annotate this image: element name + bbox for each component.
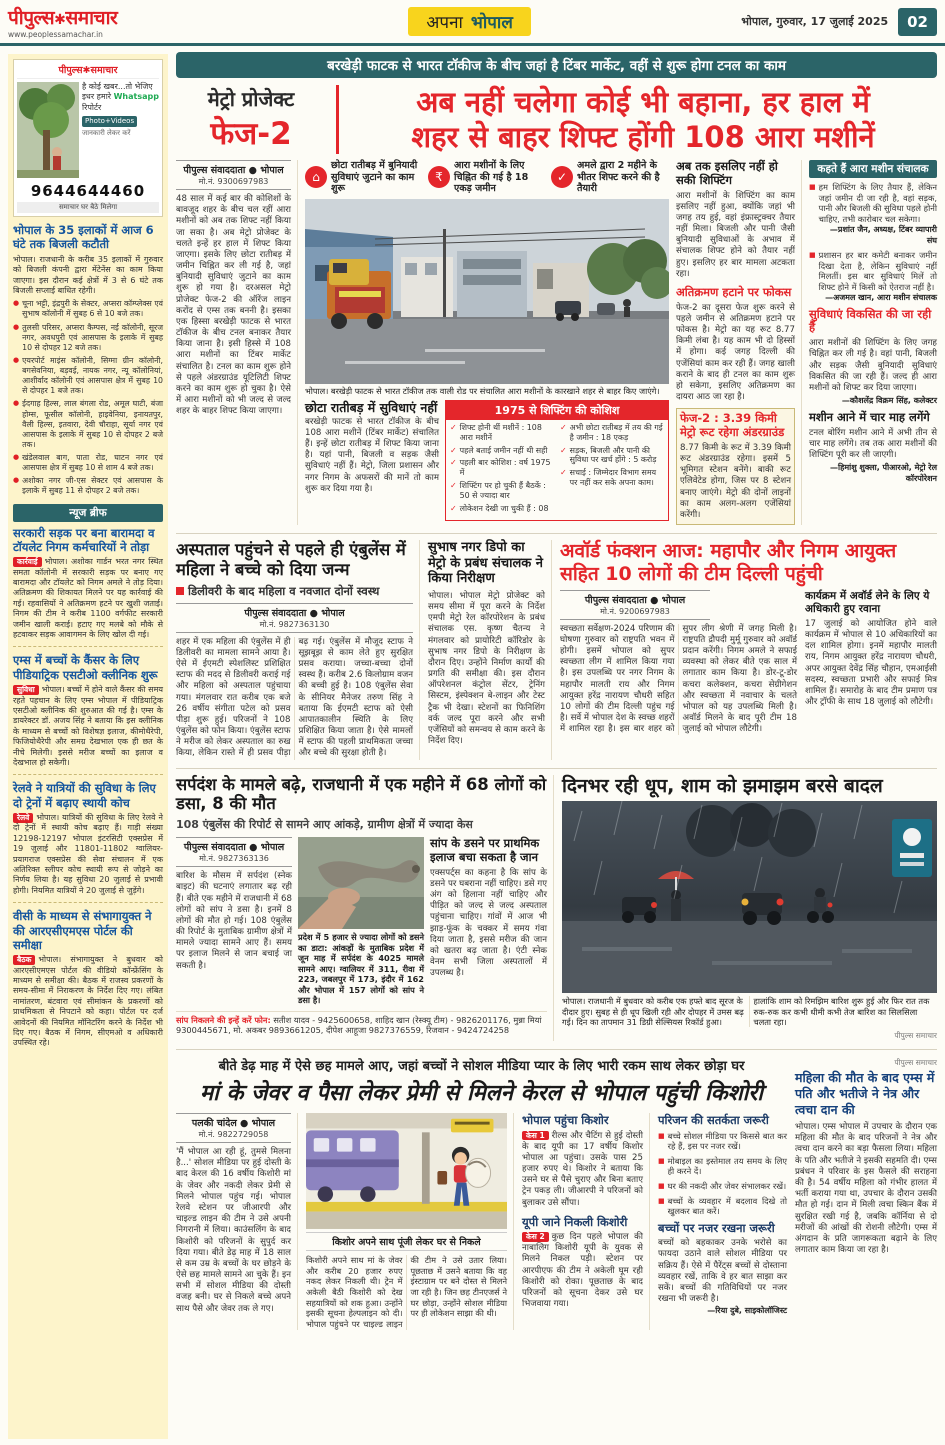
award-aside-body: 17 जुलाई को आयोजित होने वाले कार्यक्रम में भोपाल से 10 अधिकारियों का दल शामिल होगा। इनमें महापौर मालती राय, निगम आयुक्त हरेंद्र नारायण चौधरी, अपर आयुक्त देवेंद्र सिंह चौहान, एमआईसी सदस्य, स्वच्छता प्रभारी और सफाई मित्र शामिल हैं। समारोह के बाद टीम प्रमाण पत्र और ट्रॉफी के साथ 18 जुलाई को लौटेगी। (805, 618, 937, 708)
organ-donation-article (795, 1056, 937, 1330)
byline (176, 837, 292, 867)
photo-caption: भोपाल। बरखेड़ी फाटक से भारत टॉकीज तक वाली रोड पर संचालित आरा मशीनों के कारखाने शहर से बाहर किए जाएंगे। (305, 385, 660, 396)
headline-line-1: अब नहीं चलेगा कोई भी बहाना, हर हाल में (416, 85, 870, 120)
quote-name: —अजमल खान, आरा मशीन संचालक (825, 293, 937, 303)
whatsapp-promo-card (13, 59, 163, 217)
promo-footer: समाचार घर बैठे मिलेगा (17, 202, 159, 213)
snakebite-headline: सर्पदंश के मामले बढ़े, राजधानी में एक महीने में 68 लोगों को डसा, 8 की मौत (176, 774, 547, 814)
checklist-item: ✓ सड़क, बिजली और पानी की सुविधा पर खर्च होंगे : 5 करोड़ (560, 445, 657, 465)
advice-item: ■ घर की नकदी और जेवर संभालकर रखें। (658, 1180, 787, 1191)
lead-column-4 (676, 160, 802, 525)
advice-item: ■ बच्चे सोशल मीडिया पर किससे बात कर रहे हैं, इस पर नजर रखें। (658, 1130, 787, 1152)
shifting-list-left (450, 423, 554, 517)
metro-pro-name: —हिमांशु शुक्ला, पीआरओ, मेट्रो रेल कॉरपोरेशन (830, 463, 937, 484)
bottom-kicker: बीते डेढ़ माह में ऐसे छह मामले आए, जहां बच्चों ने सोशल मीडिया प्यार के लिए भारी रकम साथ लेकर छोड़ा घर (218, 1059, 745, 1075)
timber-market-street-photo (305, 199, 669, 384)
powercut-item: ● अशोका नगर जी-एस सेक्टर एवं आसपास के इलाके में सुबह 11 से दोपहर 2 बजे तक। (13, 476, 163, 496)
operator-quote: ■ हम शिफ्टिंग के लिए तैयार हैं, लेकिन जहां जमीन दी जा रही है, वहां सड़क, पानी और बिजली की सुविधा पहले होनी चाहिए, तभी कारोबार चल सकेगा। —प्रशांत जैन, अध्यक्ष, टिंबर व्यापारी संघ (809, 182, 937, 245)
sub-article-ratibad (305, 400, 439, 521)
byline (176, 603, 413, 633)
snakebite-subhead: 108 एंबुलेंस की रिपोर्ट से सामने आए आंकड़े, ग्रामीण क्षेत्रों में ज्यादा केस (176, 818, 473, 832)
left-sidebar (8, 54, 168, 1439)
organ-headline: महिला की मौत के बाद एम्स में पति और भतीजे ने नेत्र और त्वचा दान की (795, 1070, 935, 1118)
operators-say-band: कहते हैं आरा मशीन संचालक (809, 160, 937, 178)
middle-band (176, 533, 937, 759)
ambulance-body: शहर में एक महिला की एंबुलेंस में ही डिलीवरी का मामला सामने आया है। ऐसे में ईएमटी स्पेशलिस्ट प्रशिक्षित स्टाफ की मदद से डिलीवरी कराई गई और महिला को अस्पताल पहुंचाया गया। मंगलवार रात करीब एक बजे 26 वर्षीय संगीता पटेल को प्रसव पीड़ा शुरू हुई। परिजनों ने 108 एंबुलेंस को फोन किया। एंबुलेंस स्टाफ ने मरीज को लेकर अस्पताल का रुख किया, लेकिन रास्ते में ही प्रसव पीड़ा बढ़ गई। एंबुलेंस में मौजूद स्टाफ ने सूझबूझ से काम लेते हुए सुरक्षित प्रसव कराया। जच्चा-बच्चा दोनों स्वस्थ हैं। करीब 2.6 किलोग्राम वजन की बच्ची हुई है। 108 एंबुलेंस सेवा के सीनियर मैनेजर तरुण सिंह ने बताया कि ईएमटी स्टाफ को ऐसी आपातकालीन स्थिति के लिए प्रशिक्षित किया जाता है। ऐसे मामलों में स्टाफ की पहली प्राथमिकता जच्चा और बच्चे की सुरक्षा होती है। (176, 636, 413, 759)
weather-article (562, 775, 937, 1042)
award-aside-head: कार्यक्रम में अवॉर्ड लेने के लिए ये अधिकारी हुए रवाना (805, 589, 930, 615)
home-icon: ⌂ (305, 166, 327, 188)
lead-story-grid (176, 160, 937, 525)
byline-phone: मो.नं. 9300697983 (198, 177, 269, 186)
award-body: स्वच्छता सर्वेक्षण-2024 परिणाम की घोषणा गुरुवार को राष्ट्रपति भवन में होगी। इसमें भोपाल को सुपर स्वच्छता लीग में शामिल किया गया है। इस उपलब्धि पर नगर निगम के महापौर मालती राय और निगम आयुक्त हरेंद्र नारायण चौधरी सहित 10 लोगों की टीम दिल्ली पहुंच गई है। सर्वे में भोपाल देश के स्वच्छ शहरों में शामिल रहा है। इस बार शहर को सुपर लीग श्रेणी में जगह मिली है। राष्ट्रपति द्रौपदी मुर्मू गुरुवार को अवॉर्ड प्रदान करेंगी। निगम अमले ने सफाई व्यवस्था को लेकर बीते एक साल में लगातार काम किया है। डोर-टू-डोर कचरा कलेक्शन, कचरा सेग्रीगेशन और स्वच्छता में नवाचार के चलते भोपाल को यह उपलब्धि मिली है। अवॉर्ड मिलने के बाद पूरी टीम 18 जुलाई को भोपाल लौटेगी। (560, 623, 797, 735)
lower-band (176, 768, 937, 1042)
case2-body: केस 2 कुछ दिन पहले भोपाल की नाबालिग किशोरी यूपी के युवक से मिलने निकल पड़ी। स्टेशन पर आरपीएफ की टीम ने अकेली घूम रही किशोरी को रोका। पूछताछ के बाद परिजनों को सूचना देकर उसे घर भिजवाया गया। (522, 1232, 643, 1310)
square-bullet-icon: ■ (658, 1156, 665, 1165)
dateline: भोपाल, गुरुवार, 17 जुलाई 2025 (741, 15, 889, 28)
edition-word-2: भोपाल (470, 13, 513, 33)
newspaper-logo (8, 4, 198, 39)
bottom-col1 (176, 1113, 298, 1330)
divider (13, 774, 163, 775)
weather-headline: दिनभर रही धूप, शाम को झमाझम बरसे बादल (562, 774, 883, 797)
lead-column-1 (176, 160, 298, 525)
promo-text (82, 82, 159, 178)
lead-blurbs (305, 160, 669, 195)
promo-info: जानकारी लेकर करें (82, 129, 131, 138)
machine-delay-body: टनल बोरिंग मशीन आने में अभी तीन से चार माह लगेंगे। तब तक आरा मशीनों की शिफ्टिंग पूरी कर ली जाएगी। (809, 427, 937, 461)
article-credit: पीपुल्स समाचार (894, 1058, 937, 1068)
edition-word-1: अपना (426, 13, 463, 33)
page-number: 02 (898, 8, 937, 36)
blurb-1 (305, 160, 423, 195)
case1-body: केस 1 रील्स और चैटिंग से हुई दोस्ती के बाद यूपी का 17 वर्षीय किशोर भोपाल आ पहुंचा। उसके पास 25 हजार रुपए थे। किशोर ने बताया कि उसने घर से पैसे चुराए और बिना बताए ट्रेन पकड़ ली। जीआरपी ने परिजनों को बुलाकर उसे सौंपा। (522, 1130, 643, 1208)
brief-headline: रेलवे ने यात्रियों की सुविधा के लिए दो ट्रेनों में बढ़ाए स्थायी कोच (13, 781, 156, 810)
brief-body: कार्रवाई भोपाल। अशोका गार्डन भरत नगर स्थित समता कॉलोनी में सरकारी सड़क पर बनाए गए बारामदा और टॉयलेट को निगम अमले ने तोड़ दिया। अतिक्रमण की शिकायत मिलने पर यह कार्रवाई की गई। रहवासियों ने अतिक्रमण हटने पर खुशी जताई। निगम की टीम ने करीब 1100 वर्गफीट सरकारी जमीन खाली कराई। हटाए गए मलबे को मौके से हटवाकर सड़क आवागमन के लिए खोल दी गई। (13, 557, 163, 640)
award-aside (805, 590, 937, 736)
first-aid-head: सांप के डसने पर प्राथमिक इलाज बचा सकता है जान (430, 836, 540, 864)
byline (560, 590, 710, 620)
runaway-teens-story (176, 1056, 787, 1330)
machine-delay-head: मशीन आने में चार माह लगेंगे (809, 410, 930, 425)
promo-logo: पीपुल्स✱समाचार (17, 63, 159, 79)
check-icon: ✓ (560, 422, 567, 432)
square-bullet-icon: ■ (658, 1196, 665, 1205)
blurb-text: छोटा रातीबड़ में बुनियादी सुविधाएं जुटाने का काम शुरू (331, 160, 418, 194)
facilities-head: सुविधाएं विकसित की जा रही हैं (809, 306, 932, 335)
why-not-shifted-head: अब तक इसलिए नहीं हो सकी शिफ्टिंग (676, 159, 778, 187)
rupee-icon: ₹ (428, 166, 450, 188)
bottom-col3 (522, 1113, 650, 1330)
bottom-col2-body: किशोरी अपने साथ मां के जेवर और करीब 20 हजार रुपए नकद लेकर निकली थी। ट्रेन में अकेली बैठी किशोरी को देख सहयात्रियों को शक हुआ। उन्होंने इसकी सूचना हेल्पलाइन को दी। भोपाल पहुंचने पर चाइल्ड लाइन की टीम ने उसे उतार लिया। पूछताछ में उसने बताया कि वह इंस्टाग्राम पर बने दोस्त से मिलने जा रही है। जिन छह टीनएजर्स ने घर छोड़ा, उन्होंने सोशल मीडिया पर ही लोकेशन साझा की थी। (306, 1255, 507, 1330)
check-icon: ✓ (450, 481, 457, 491)
powercut-item: ● तुलसी परिसर, अप्सरा कैम्पस, नई कॉलोनी, सूरज नगर, अवधपुरी एवं आसपास के इलाके में सुबह 10 से दोपहर 12 बजे तक। (13, 322, 163, 352)
brief-body: रेलवे भोपाल। यात्रियों की सुविधा के लिए रेलवे ने दो ट्रेनों में स्थायी कोच बढ़ाए हैं। गाड़ी संख्या 12198-12197 भोपाल इंटरसिटी एक्सप्रेस में 19 जुलाई और 11801-11802 ग्वालियर-प्रयागराज एक्सप्रेस की सेवा संचालन में एक अतिरिक्त स्लीपर कोच स्थायी रूप से जोड़ने का निर्णय लिया है। यह सुविधा 20 जुलाई से प्रभावी होगी। नियमित यात्रियों ने 20 जुलाई से जुड़ेंगे। (13, 813, 163, 895)
lead-headline-block (176, 85, 937, 154)
byline (176, 160, 291, 190)
rain-photo (562, 801, 937, 993)
snakebite-data-block: प्रदेश में 5 हजार से ज्यादा लोगों को डसने का डाटा: आंकड़ों के मुताबिक प्रदेश में जून माह में सर्पदंश के 4025 मामले सामने आए। ग्वालियर में 311, रीवा में 223, जबलपुर में 173, इंदौर में 162 और भोपाल में 157 लोगों को सांप ने डसा है। (298, 932, 424, 1006)
lead-headline (349, 85, 937, 153)
news-brief-1 (13, 526, 163, 641)
masthead-center (198, 7, 741, 36)
metro-depot-article (428, 540, 552, 759)
edition-badge (408, 7, 530, 36)
square-bullet-icon: ■ (809, 250, 816, 259)
lead-column-5 (809, 160, 937, 525)
award-headline: अवॉर्ड फंक्शन आज: महापौर और निगम आयुक्त सहित 10 लोगों की टीम दिल्ली पहुंची (560, 540, 897, 585)
powercut-headline: भोपाल के 35 इलाकों में आज 6 घंटे तक बिजली कटौती (13, 223, 154, 252)
checklist-item: ✓ सचाई : जिम्मेदार विभाग समय पर नहीं कर सके अपना काम। (560, 468, 657, 488)
logo-word-1: पीपुल्स (8, 7, 55, 29)
shifting-box-title: 1975 से शिफ्टिंग की कोशिश (446, 401, 668, 420)
bullet-icon: ● (13, 453, 20, 462)
shifting-list-right (560, 423, 664, 517)
contacts-label: सांप निकलने की इन्हें करें फोन: (176, 1014, 271, 1025)
case2-head: यूपी जाने निकली किशोरी (522, 1214, 628, 1229)
byline-phone: मो.नं. 9827363136 (199, 854, 269, 864)
advice-item: ■ बच्चों के व्यवहार में बदलाव दिखे तो खुलकर बात करें। (658, 1195, 787, 1217)
photos-videos-badge: Photo+Videos (82, 116, 137, 127)
byline-phone: मो.नं. 9200697983 (600, 606, 670, 616)
powercut-article (13, 223, 163, 497)
phase2-underground-box (676, 408, 795, 525)
brief-tag: बैठक (13, 955, 35, 965)
headline-line-2: शहर से बाहर शिफ्ट होंगी 108 आरा मशीनें (411, 119, 875, 154)
quote-name: —प्रशांत जैन, अध्यक्ष, टिंबर व्यापारी संघ (829, 225, 937, 245)
shifting-history-box (445, 400, 669, 521)
kicker-line-1: मेट्रो प्रोजेक्ट (207, 87, 295, 111)
first-aid-body: एक्सपर्ट्स का कहना है कि सांप के डसने पर घबराना नहीं चाहिए। डसे गए अंग को हिलाना नहीं चाहिए और पीड़ित को जल्द से जल्द अस्पताल पहुंचाना चाहिए। गांवों में आज भी झाड़-फूंक के चक्कर में समय गंवा दिया जाता है, इससे मरीज की जान को खतरा बढ़ जाता है। एंटी स्नेक वेनम सभी जिला अस्पतालों में उपलब्ध है। (430, 867, 547, 979)
news-brief-3 (13, 781, 163, 896)
news-brief-4 (13, 909, 163, 1049)
bullet-icon: ● (13, 299, 20, 308)
phase2-box-body: 8.77 किमी के रूट में 3.39 किमी रूट अंडरग्राउंड रहेगा। इसमें 5 भूमिगत स्टेशन बनेंगे। बाकी रूट एलिवेटेड होगा, जिस पर 8 स्टेशन बनाए जाएंगे। मेट्रो की दोनों लाइनों का काम अलग-अलग एजेंसियां करेंगी। (680, 442, 791, 520)
organ-body: भोपाल। एम्स भोपाल में उपचार के दौरान एक महिला की मौत के बाद परिजनों ने नेत्र और त्वचा दान करने का बड़ा फैसला लिया। महिला के पति और भतीजे ने इसकी सहमति दी। एम्स प्रबंधन ने परिवार के इस फैसले की सराहना की है। 54 वर्षीय महिला को गंभीर हालत में भर्ती कराया गया था, उपचार के दौरान उसकी मौत हो गई। दान में मिली त्वचा स्किन बैंक में सुरक्षित रखी गई है, जबकि कॉर्निया से दो मरीजों की आंखों की रोशनी लौटेगी। एम्स में अंगदान के प्रति जागरूकता बढ़ाने के लिए लगातार काम किया जा रहा है। (795, 1122, 937, 1256)
case1-head: भोपाल पहुंचा किशोर (522, 1113, 609, 1128)
promo-phone-number: 9644644460 (30, 182, 146, 200)
website-url: www.peoplessamachar.in (8, 30, 103, 39)
masthead-right (741, 8, 937, 36)
byline (176, 1113, 291, 1143)
snake-photo (298, 837, 424, 929)
checklist-item: ✓ शिफ्ट होनी थीं मशीनें : 108 आरा मशीनें (450, 422, 542, 442)
sub-article-headline: छोटा रातीबड़ में सुविधाएं नहीं (305, 399, 438, 415)
square-bullet-icon: ■ (658, 1181, 665, 1190)
check-icon: ✓ (560, 468, 567, 478)
expert-quote-body: बच्चों को बहकाकर उनके भरोसे का फायदा उठाने वाले सोशल मीडिया पर सक्रिय हैं। ऐसे में पैरेंट्स बच्चों से दोस्ताना व्यवहार रखें, ताकि वे हर बात साझा कर सकें। बच्चों की गतिविधियों पर नजर रखना भी जरूरी है। (658, 1238, 787, 1305)
photo-credit: पीपुल्स समाचार (894, 1031, 937, 1041)
depot-body: भोपाल। भोपाल मेट्रो प्रोजेक्ट को समय सीमा में पूरा करने के निर्देश एमपी मेट्रो रेल कॉरपोरेशन के प्रबंध संचालक एस. कृष्ण चैतन्य ने मंगलवार को प्रायोरिटी कॉरिडोर के सुभाष नगर डिपो के निरीक्षण के दौरान दिए। उन्होंने निर्माण कार्यों की प्रगति की समीक्षा की। इस दौरान ऑपरेशनल कंट्रोल सेंटर, ट्रेनिंग सिस्टम, इंस्पेक्शन बे-लाइन और टेस्ट ट्रैक भी देखा। स्टेशनों का फिनिशिंग वर्क जल्द पूरा करने और सभी एजेंसियों को समन्वय से काम करने के निर्देश दिए। (428, 590, 545, 747)
bullet-icon: ● (13, 476, 20, 485)
byline-phone: मो.नं. 9827363130 (259, 619, 330, 629)
powercut-item: ● ईदगाह हिल्स, लाल बंगला रोड, अमूल घाटी, बंजा होम्स, फूसील कॉलोनी, हाइवेनिया, इनायतपुर, वैली हिल्स, इतवारा, देवी चौराहा, सूर्या नगर एवं आसपास के इलाके में सुबह 10 से दोपहर 2 बजे तक। (13, 399, 163, 449)
divider (13, 646, 163, 647)
powercut-item: ● खंडेलवाल बाग, पाता रोड, घाटन नगर एवं आसपास क्षेत्र में सुबह 10 से शाम 4 बजे तक। (13, 453, 163, 473)
logo-text (8, 4, 198, 30)
ambulance-article (176, 540, 420, 759)
bottom-band (176, 1049, 937, 1330)
check-icon: ✓ (551, 166, 573, 188)
depot-headline: सुभाष नगर डिपो का मेट्रो के प्रबंध संचालक ने किया निरीक्षण (428, 540, 544, 587)
bottom-col1-body: 'मैं भोपाल आ रही हूं, तुमसे मिलना है...' सोशल मीडिया पर हुई दोस्ती के बाद केरल की 16 वर्षीय किशोरी मां के जेवर और नकदी लेकर प्रेमी से मिलने भोपाल पहुंच गई। भोपाल रेलवे स्टेशन पर जीआरपी और चाइल्ड लाइन की टीम ने उसे अपनी निगरानी में लिया। काउंसलिंग के बाद किशोरी को परिजनों के सुपुर्द कर दिया गया। बीते डेढ़ माह में 18 साल से कम उम्र के बच्चों के घर छोड़ने के ऐसे छह मामले सामने आ चुके हैं। इन सभी में सोशल मीडिया की दोस्ती वजह बनी। घर से निकले बच्चे अपने साथ पैसे और जेवर तक ले गए। (176, 1147, 291, 1314)
blurb-text: आरा मशीनों के लिए चिह्नित की गई है 18 एकड़ जमीन (454, 160, 529, 194)
byline-name: पलकी चांदेल ● भोपाल (191, 1118, 276, 1130)
square-bullet-icon: ■ (658, 1131, 665, 1140)
checklist-item: ✓ पहले बताई जमीन नहीं थी सही (450, 445, 548, 455)
checklist-item: ✓ लोकेशन देखी जा चुकी हैं : 08 (450, 503, 549, 513)
bullet-icon: ● (13, 355, 20, 364)
advice-head: परिजन की सतर्कता जरूरी (658, 1113, 769, 1128)
check-icon: ✓ (560, 445, 567, 455)
square-bullet-icon: ■ (809, 183, 816, 191)
brief-tag: कार्रवाई (13, 557, 42, 567)
snakebite-col2 (298, 837, 424, 1006)
railway-station-cartoon (306, 1113, 507, 1229)
byline-name: पीपुल्स संवाददाता ● भोपाल (183, 842, 285, 854)
checklist-item: ✓ शिफ्टिंग पर हो चुकी हैं बैठकें : 50 से ज्यादा बार (450, 481, 546, 500)
byline-name: पीपुल्स संवाददाता ● भोपाल (183, 165, 284, 176)
sub-article-body: बरखेड़ी फाटक से भारत टॉकीज के बीच 108 आरा मशीनें (टिंबर मार्केट) संचालित हैं। इन्हें छोटा रातीबड़ में शिफ्ट किया जाना है। यहां पानी, बिजली व सड़क जैसी सुविधाएं नहीं हैं। मेट्रो, जिला प्रशासन और नगर निगम के अफसरों की मानें तो काम शुरू कर दिया गया है। (305, 416, 439, 494)
byline-name: पीपुल्स संवाददाता ● भोपाल (244, 607, 345, 619)
snake-rescue-contacts: सांप निकलने की इन्हें करें फोन: सतीश यादव - 9425600658, शाहिद खान (रेस्क्यू टीम) - 9826201176, मुन्ना मियां 9300445671, मो. अकबर 9893661205, दीपेश आहूजा 9827376559, रिजवान - 9424724258 (176, 1011, 547, 1036)
logo-star-icon: ✱ (54, 12, 66, 28)
lead-body-text: 48 साल में कई बार की कोशिशों के बावजूद शहर के बीच चल रहीं आरा मशीनों को अब तक शिफ्ट नहीं किया जा सका है। अब मेट्रो प्रोजेक्ट के चलते इन्हें हर हाल में शिफ्ट किया जाएगा। इसके लिए छोटा रातीबड़ में जमीन चिह्नित कर ली गई है, जहां बुनियादी सुविधाएं जुटाने का काम शुरू हो गया है। दरअसल मेट्रो प्रोजेक्ट फेज-2 की ऑरेंज लाइन करोंद से एम्स तक बननी है। इसका एक हिस्सा बरखेड़ी फाटक से भारत टॉकीज के बीच टनल बनाकर तैयार किया जाना है। इसी हिस्से में 108 आरा मशीनों का टिंबर मार्केट संचालित है। टनल का काम शुरू होने से पहले अंडरग्राउंड यूटिलिटी शिफ्ट करने का काम शुरू हो चुका है। ऐसे में आरा मशीनों को भी जल्द से जल्द शहर के बाहर शिफ्ट किया जाएगा। (176, 194, 291, 417)
divider (336, 85, 339, 154)
case1-tag: केस 1 (522, 1131, 549, 1141)
blurb-2 (428, 160, 546, 195)
bullet-icon: ● (13, 322, 20, 331)
facilities-body: आरा मशीनों की शिफ्टिंग के लिए जगह चिह्नित कर ली गई है। वहां पानी, बिजली और सड़क जैसी बुनियादी सुविधाएं विकसित की जा रही हैं। जल्द ही आरा मशीनों को शिफ्ट कर दिया जाएगा। (809, 338, 937, 393)
snakebite-col1 (176, 837, 292, 1006)
expert-name: —रिया दुबे, साइकोलॉजिस्ट (707, 1306, 787, 1316)
cartoon-caption: किशोर अपने साथ पूंजी लेकर घर से निकले (306, 1232, 507, 1251)
encroachment-head: अतिक्रमण हटाने पर फोकस (676, 284, 792, 299)
encroachment-body: फेज-2 का दूसरा फेज शुरू करने से पहले जमीन से अतिक्रमण हटाने पर फोकस है। मेट्रो का यह रूट 8.77 किमी लंबा है। यह काम भी दो हिस्सों में होगा। कई जगह दिल्ली की एजेंसियां काम कर रही हैं। जगह खाली कराने के बाद ही टनल का काम शुरू हो सकेगा, इसलिए अतिक्रमण का दायरा आठ जा रहा है। (676, 302, 795, 403)
logo-word-2: समाचार (65, 7, 118, 29)
top-strip-headline: बरखेड़ी फाटक से भारत टॉकीज के बीच जहां है टिंबर मार्केट, वहीं से शुरू होगा टनल का काम (176, 52, 937, 78)
lead-kicker (176, 85, 326, 154)
powercut-intro: भोपाल। राजधानी के करीब 35 इलाकों में गुरुवार को बिजली कंपनी द्वारा मेंटेनेंस का काम किया जाएगा। इस दौरान कई क्षेत्रों में 3 से 6 घंटे तक बिजली सप्लाई बाधित रहेगी। (13, 254, 163, 295)
check-icon: ✓ (450, 445, 457, 455)
snakebite-article (176, 775, 554, 1042)
check-icon: ✓ (450, 422, 457, 432)
promo-line-2: रिपोर्टर (82, 102, 102, 112)
promo-photo (17, 82, 79, 178)
checklist-item: ✓ अभी छोटा रातीबड़ में तय की गई है जमीन : 18 एकड़ (560, 422, 663, 442)
award-article (560, 540, 937, 759)
kicker-line-2: फेज-2 (210, 116, 292, 152)
snakebite-col3 (430, 837, 547, 1006)
square-bullet-icon (176, 587, 184, 595)
check-icon: ✓ (450, 503, 457, 513)
ambulance-headline: अस्पताल पहुंचने से पहले ही एंबुलेंस में महिला ने बच्चे को दिया जन्म (176, 540, 406, 579)
why-not-shifted-body: आरा मशीनों के शिफ्टिंग का काम इसलिए नहीं हुआ, क्योंकि जहां भी जगह तय हुई, वहां इंफ्रास्ट्रक्चर तैयार नहीं मिला। बिजली और पानी जैसी बुनियादी सुविधाओं के अभाव में संचालक शिफ्ट होने को तैयार नहीं हुए। इसलिए हर बार मामला अटकता रहा। (676, 190, 795, 279)
bullet-icon: ● (13, 399, 20, 408)
promo-line-1: है कोई खबर...तो भेजिए इधर हमारे (82, 82, 153, 102)
main-content (176, 52, 937, 1330)
advice-item: ■ मोबाइल का इस्तेमाल तय समय के लिए ही करने दें। (658, 1155, 787, 1177)
masthead (0, 0, 945, 46)
powercut-item: ● एयरपोर्ट माइंस कॉलोनी, सिग्मा ग्रीन कॉलोनी, बगसेवनिया, बड़वई, नायक नगर, न्यू कॉलोनियां, आशीर्वाद कॉलोनी एवं आसपास क्षेत्र में सुबह 10 से दोपहर 1 बजे तक। (13, 355, 163, 396)
lead-column-2 (305, 160, 669, 525)
brief-tag: सुविधा (13, 685, 39, 695)
brief-headline: सरकारी सड़क पर बना बारामदा व टॉयलेट निगम कर्मचारियों ने तोड़ा (13, 525, 155, 554)
brief-headline: वीसी के माध्यम से संभागायुक्त ने की आरएसीएमएस पोर्टल की समीक्षा (13, 909, 152, 952)
byline-name: पीपुल्स संवाददाता ● भोपाल (584, 594, 686, 606)
byline-phone: मो.नं. 9822729058 (198, 1130, 269, 1140)
whatsapp-label: Whatsapp (113, 92, 159, 102)
weather-caption: भोपाल। राजधानी में बुधवार को करीब एक हफ्ते बाद सूरज के दीदार हुए। सुबह से ही धूप खिली रही और दोपहर में उमस बढ़ गई। दिन का तापमान 31 डिग्री सेल्सियस रिकॉर्ड हुआ। हालांकि शाम को रिमझिम बारिश शुरू हुई और फिर रात तक रुक-रुक कर कभी धीमी कभी तेज बारिश का सिलसिला चलता रहा। (562, 996, 930, 1027)
case2-tag: केस 2 (522, 1232, 549, 1242)
check-icon: ✓ (450, 458, 457, 468)
bottom-col2 (306, 1113, 514, 1330)
brief-body: बैठक भोपाल। संभागायुक्त ने बुधवार को आरएसीएमएस पोर्टल की वीडियो कॉन्फ्रेंसिंग के माध्यम से समीक्षा की। बैठक में राजस्व प्रकरणों के समय-सीमा में निराकरण के निर्देश दिए गए। लंबित नामांतरण, बंटवारा एवं सीमांकन के प्रकरणों को प्राथमिकता से निपटाने को कहा। पोर्टल पर दर्ज आवेदनों की नियमित मॉनिटरिंग करने के निर्देश भी दिए गए। बैठक में निगम, सीएमओ व अधिकारी उपस्थित रहे। (13, 955, 163, 1048)
phase2-box-head: फेज-2 : 3.39 किमी मेट्रो रूट रहेगा अंडरग्राउंड (680, 411, 785, 440)
blurb-3 (551, 160, 669, 195)
brief-tag: रेलवे (13, 813, 33, 823)
expert-quote-head: बच्चों पर नजर रखना जरूरी (658, 1220, 775, 1235)
bottom-col4 (658, 1113, 787, 1330)
checklist-item: ✓ पहली बार कोशिश : वर्ष 1975 में (450, 458, 551, 478)
news-brief-header: न्यूज ब्रीफ (13, 504, 163, 522)
brief-headline: एम्स में बच्चों के कैंसर के लिए पीडियाट्रिक एसटीओ क्लीनिक शुरू (13, 653, 158, 682)
operator-quote: ■ प्रशासन हर बार कमेटी बनाकर जमीन दिखा देता है, लेकिन सुविधाएं नहीं मिलतीं। इस बार सुविधाएं मिलें तो शिफ्ट होने में किसी को ऐतराज नहीं है। —अजमल खान, आरा मशीन संचालक (809, 249, 937, 303)
news-brief-2 (13, 653, 163, 768)
powercut-item: ● चूना भट्टी, इंद्रपुरी के सेक्टर, अप्सरा कॉम्प्लेक्स एवं सुभाष कॉलोनी में सुबह 6 से 10 बजे तक। (13, 299, 163, 319)
ambulance-subhead: डिलीवरी के बाद महिला व नवजात दोनों स्वस्थ (176, 584, 413, 599)
collector-name: —कौशलेंद्र विक्रम सिंह, कलेक्टर (841, 396, 937, 406)
snakebite-body-1: बारिश के मौसम में सर्पदंश (स्नेक बाइट) की घटनाएं लगातार बढ़ रही हैं। बीते एक महीने में राजधानी में 68 लोगों को सांप ने डसा है। इनमें 8 लोगों की मौत हो गई। 108 एंबुलेंस की रिपोर्ट के मुताबिक ग्रामीण क्षेत्रों में मामले ज्यादा सामने आए हैं। समय पर इलाज मिलने से जान बचाई जा सकती है। (176, 871, 292, 971)
bottom-headline: मां के जेवर व पैसा लेकर प्रेमी से मिलने केरल से भोपाल पहुंची किशोरी (200, 1080, 763, 1107)
divider (13, 902, 163, 903)
brief-body: सुविधा भोपाल। बच्चों में होने वाले कैंसर की समय रहते पहचान के लिए एम्स भोपाल में पीडियाट्रिक एसटीओ क्लीनिक की शुरुआत की गई है। एम्स के डायरेक्टर डॉ. अजय सिंह ने बताया कि इस क्लीनिक के माध्यम से बच्चों को विशेषज्ञ इलाज, कीमोथैरेपी, फिजियोथैरेपी और समग्र देखभाल एक ही छत के नीचे मिलेगी। इससे मरीज बच्चों का इलाज व देखभाल हो सकेगी। (13, 685, 163, 767)
blurb-text: अमले द्वारा 2 महीने के भीतर शिफ्ट करने की है तैयारी (577, 160, 660, 194)
